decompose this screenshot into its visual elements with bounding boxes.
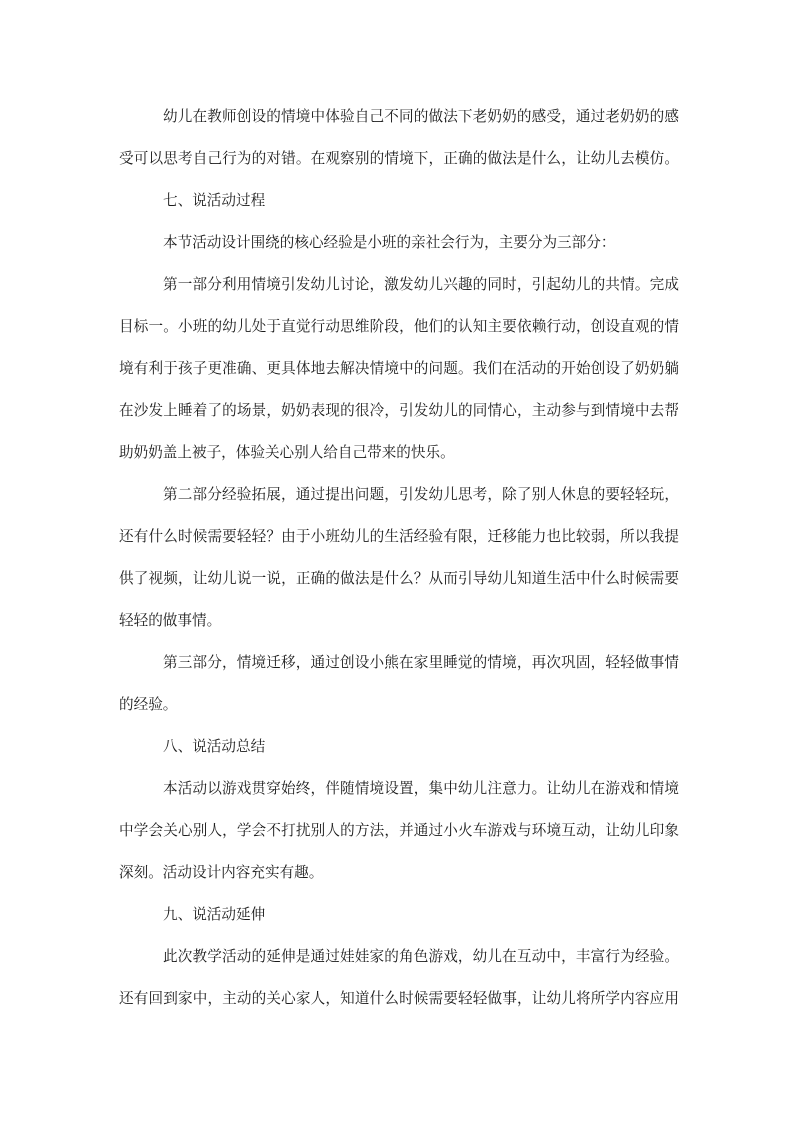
paragraph-line: 深刻。活动设计内容充实有趣。 [119,864,324,881]
paragraph-line: 境有利于孩子更准确、更具体地去解决情境中的问题。我们在活动的开始创设了奶奶躺 [119,360,679,377]
section-heading: 八、说活动总结 [163,738,266,755]
section-heading: 七、说活动过程 [163,192,266,209]
paragraph-line: 还有什么时候需要轻轻？由于小班幼儿的生活经验有限，迁移能力也比较弱，所以我提 [119,528,679,545]
paragraph-line: 轻轻的做事情。 [119,612,222,629]
paragraph-line: 第三部分，情境迁移，通过创设小熊在家里睡觉的情境，再次巩固，轻轻做事情 [163,654,679,671]
paragraph-line: 幼儿在教师创设的情境中体验自己不同的做法下老奶奶的感受，通过老奶奶的感 [163,108,679,125]
paragraph-line: 第二部分经验拓展，通过提出问题，引发幼儿思考，除了别人休息的要轻轻玩， [163,486,679,503]
paragraph-line: 助奶奶盖上被子，体验关心别人给自己带来的快乐。 [119,444,455,461]
paragraph-line: 此次教学活动的延伸是通过娃娃家的角色游戏，幼儿在互动中，丰富行为经验。 [163,948,679,965]
paragraph-line: 受可以思考自己行为的对错。在观察别的情境下，正确的做法是什么，让幼儿去模仿。 [119,150,679,167]
paragraph-line: 本节活动设计围绕的核心经验是小班的亲社会行为，主要分为三部分： [163,234,616,251]
section-heading: 九、说活动延伸 [163,906,266,923]
paragraph-line: 的经验。 [119,696,178,713]
paragraph-line: 供了视频，让幼儿说一说，正确的做法是什么？从而引导幼儿知道生活中什么时候需要 [119,570,679,587]
paragraph-line: 还有回到家中，主动的关心家人，知道什么时候需要轻轻做事，让幼儿将所学内容应用 [119,990,679,1007]
paragraph-line: 在沙发上睡着了的场景，奶奶表现的很冷，引发幼儿的同情心，主动参与到情境中去帮 [119,402,679,419]
paragraph-line: 本活动以游戏贯穿始终，伴随情境设置，集中幼儿注意力。让幼儿在游戏和情境 [163,780,679,797]
paragraph-line: 第一部分利用情境引发幼儿讨论，激发幼儿兴趣的同时，引起幼儿的共情。完成 [163,276,679,293]
paragraph-line: 中学会关心别人，学会不打扰别人的方法，并通过小火车游戏与环境互动，让幼儿印象 [119,822,679,839]
paragraph-line: 目标一。小班的幼儿处于直觉行动思维阶段，他们的认知主要依赖行动，创设直观的情 [119,318,679,335]
